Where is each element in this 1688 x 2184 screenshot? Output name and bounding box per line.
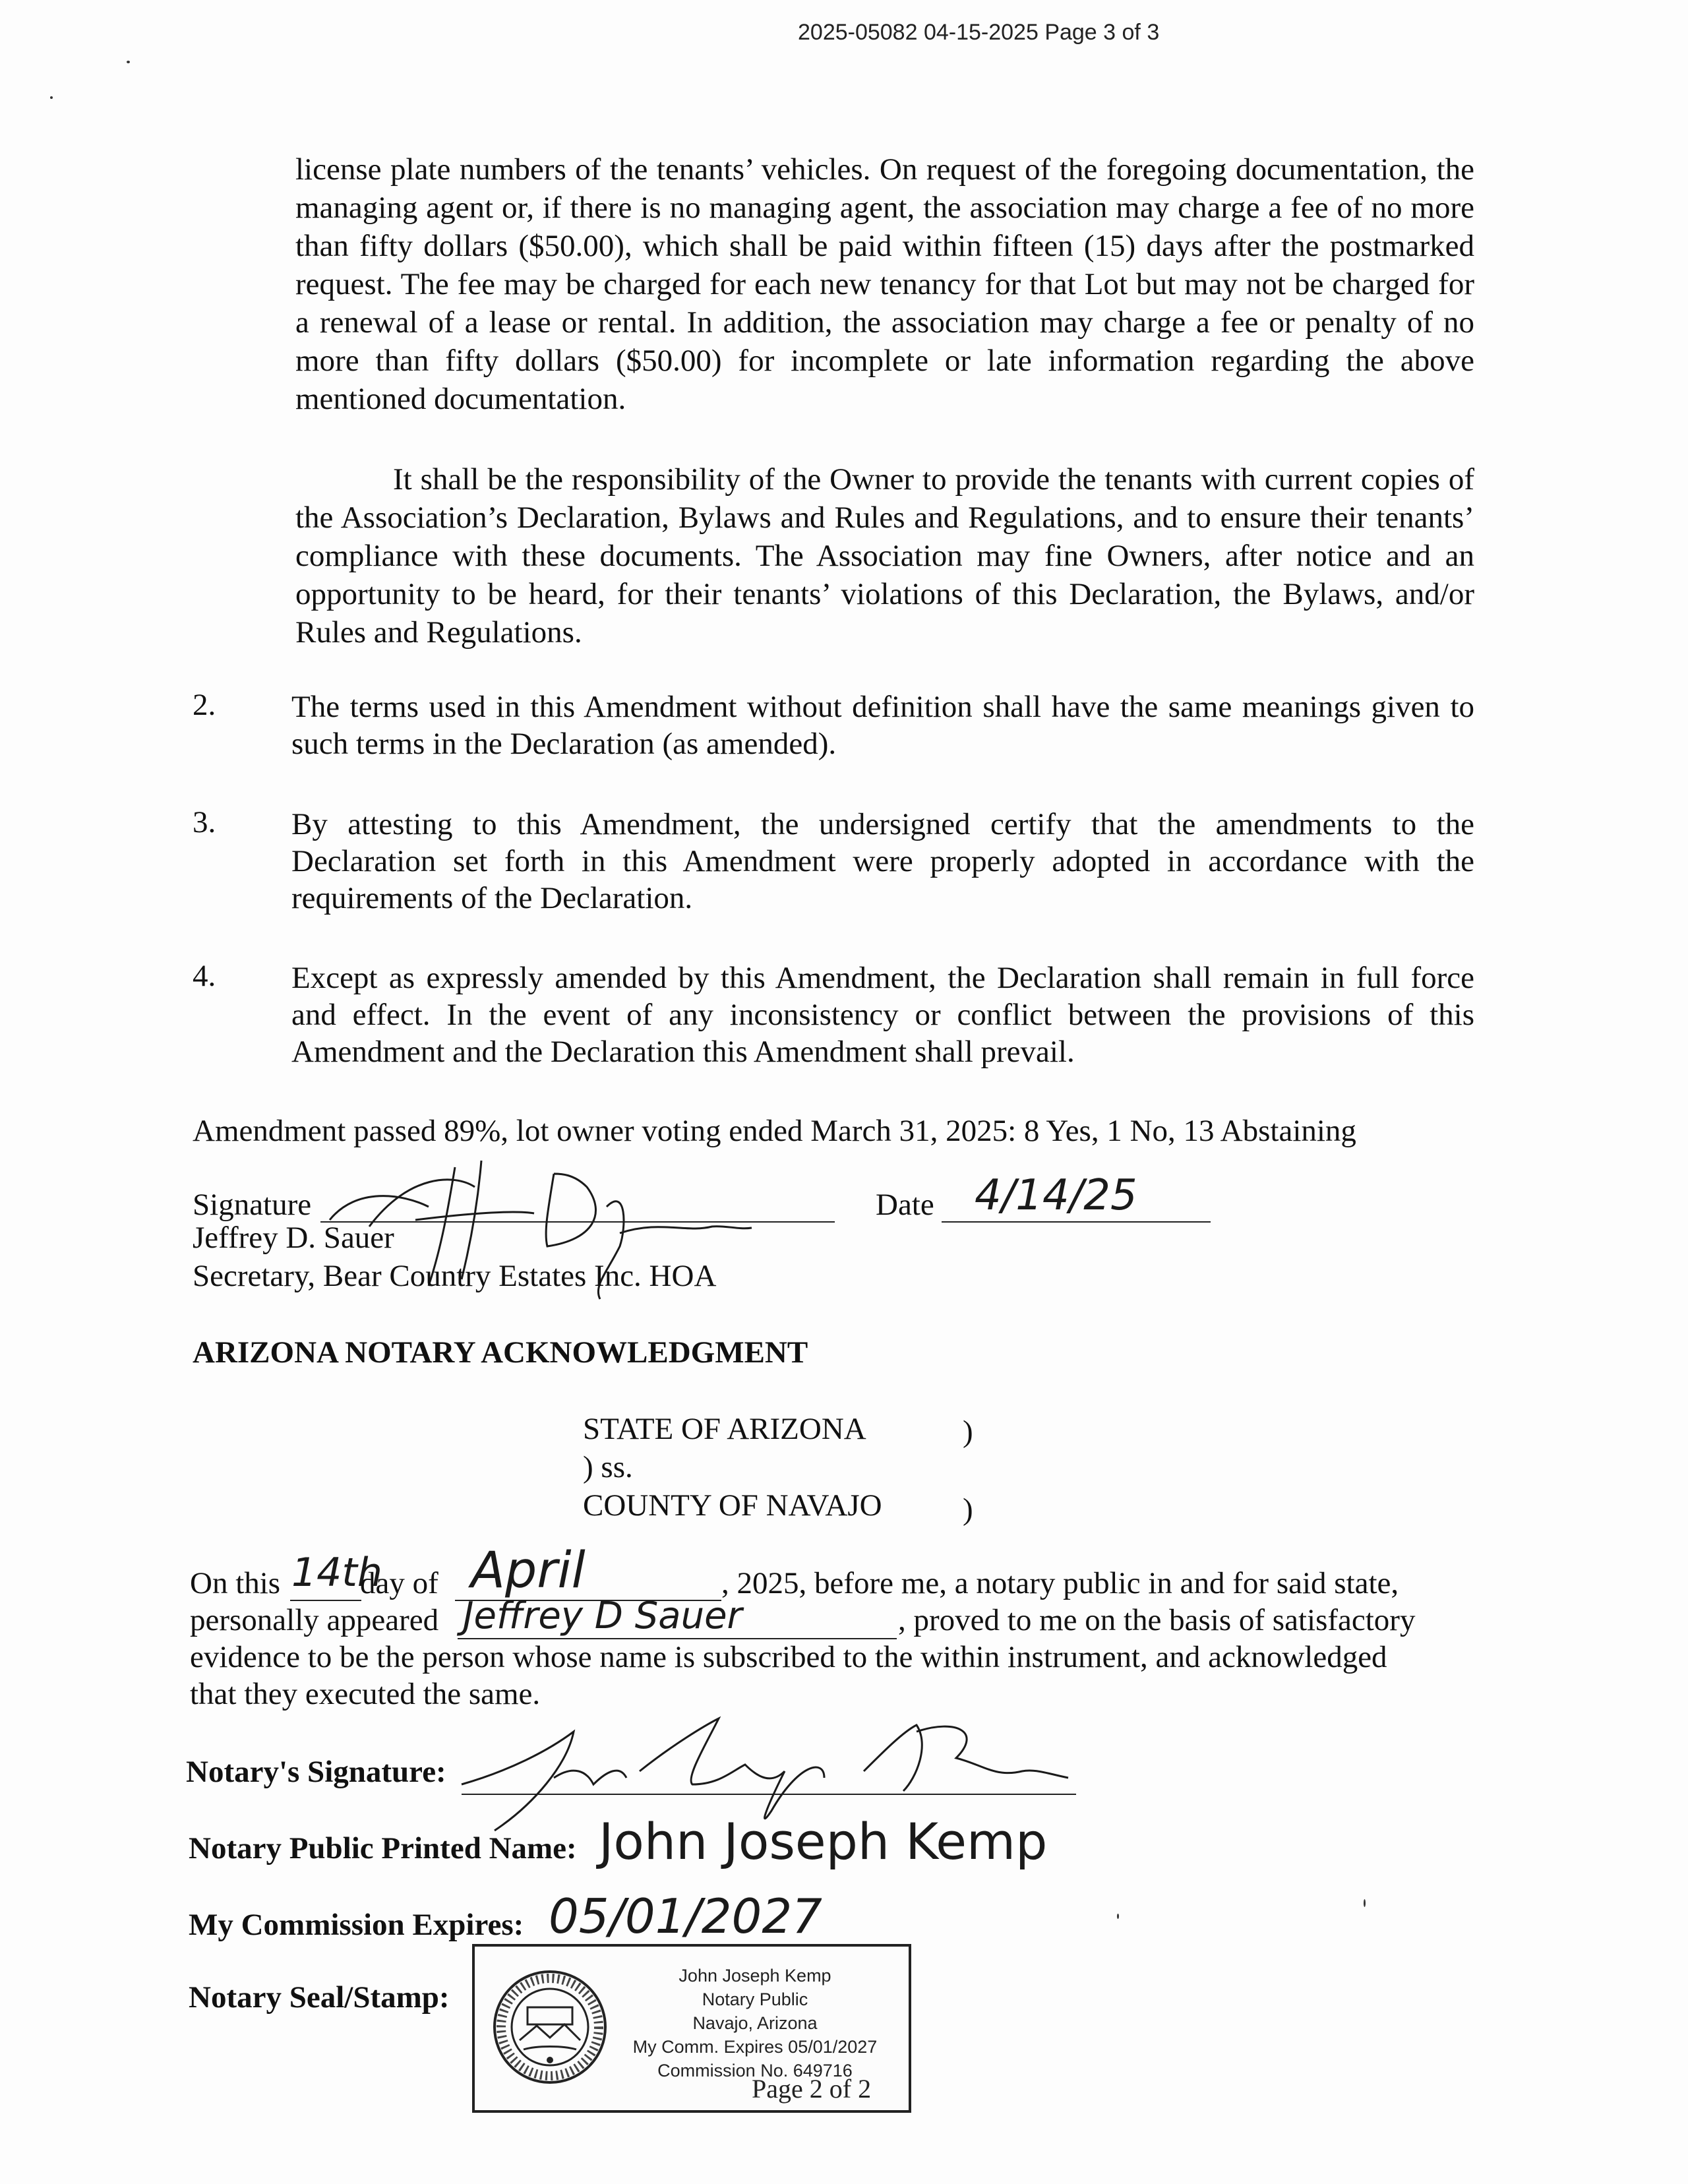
signature-date: 4/14/25 [975, 1171, 1137, 1220]
stamp-line: Notary Public [702, 1989, 808, 2009]
page-header: 2025-05082 04-15-2025 Page 3 of 3 [798, 20, 1160, 45]
signer-title: Secretary, Bear Country Estates Inc. HOA [193, 1259, 717, 1293]
paren: ) [963, 1492, 973, 1527]
printed-name-value: John Joseph Kemp [599, 1812, 1048, 1871]
ss-line: ) ss. [583, 1450, 633, 1484]
commission-label: My Commission Expires: [189, 1908, 524, 1942]
stamp-line: John Joseph Kemp [678, 1966, 831, 1986]
month-value: April [471, 1540, 586, 1599]
page-overlay-text: Page 2 of 2 [752, 2074, 872, 2104]
notary-heading: ARIZONA NOTARY ACKNOWLEDGMENT [193, 1335, 808, 1370]
appeared-value: Jeffrey D Sauer [463, 1594, 742, 1637]
commission-value: 05/01/2027 [549, 1889, 822, 1944]
item-text: By attesting to this Amendment, the undersigned certify that the amendments to the Declaration set forth in this Amendment were properly adopted in accordance with the requirements of the Declaration. [291, 807, 1474, 915]
vote-summary: Amendment passed 89%, lot owner voting ended March 31, 2025: 8 Yes, 1 No, 13 Abstaining [193, 1114, 1356, 1148]
signature-label: Signature [193, 1188, 312, 1222]
state-line: STATE OF ARIZONA [583, 1412, 866, 1446]
personally-appeared-text: personally appeared [190, 1603, 439, 1637]
signer-name: Jeffrey D. Sauer [193, 1221, 394, 1255]
item-text: Except as expressly amended by this Amendment, the Declaration shall remain in full force and effect. In the event of any inconsistency or conflict between the provisions of this Amendment and the Declaration this Amendment shall prevail. [291, 961, 1474, 1069]
stamp-line: Navajo, Arizona [692, 2013, 818, 2033]
year-text: , 2025, before me, a notary public in and for said state, [721, 1566, 1399, 1600]
item-number: 2. [193, 688, 216, 722]
date-line [942, 1221, 1211, 1223]
stamp-text [613, 1964, 897, 2082]
scan-speck [1364, 1899, 1366, 1907]
evidence-text: evidence to be the person whose name is subscribed to the within instrument, and acknowledged [190, 1640, 1387, 1674]
proved-text: , proved to me on the basis of satisfactory [898, 1603, 1416, 1637]
owner-responsibility-paragraph: It shall be the responsibility of the Owner to provide the tenants with current copies of the Association’s Declaration, Bylaws and Rules and Regulations, and to ensure their tenants’ compliance with these documents. The Association may fine Owners, after notice and an opportunity to be heard, for their tenants’ violations of this Declaration, the Bylaws, and/or Rules and Regulations. [295, 462, 1474, 650]
scan-speck [50, 96, 53, 99]
tenant-documentation-paragraph: license plate numbers of the tenants’ vehicles. On request of the foregoing documentation, the managing agent or, if there is no managing agent, the association may charge a fee of no more than fifty dollars ($50.00), which shall be paid within fifteen (15) days after the postmarked request. The fee may be charged for each new tenancy for that Lot but may not be charged for a renewal of a lease or rental. In addition, the association may charge a fee or penalty of no more than fifty dollars ($50.00) for incomplete or late information regarding the above mentioned documentation. [295, 152, 1474, 416]
day-line [290, 1600, 361, 1601]
item-number: 4. [193, 959, 216, 993]
scan-speck [127, 61, 130, 63]
item-text: The terms used in this Amendment without definition shall have the same meanings given to such terms in the Declaration (as amended). [291, 690, 1474, 761]
notary-stamp [472, 1944, 911, 2113]
day-value: 14th [291, 1550, 382, 1596]
printed-name-label: Notary Public Printed Name: [189, 1831, 577, 1866]
stamp-line: Commission No. 649716 [657, 2061, 853, 2080]
arizona-seal-icon [491, 1961, 609, 2093]
paren: ) [963, 1414, 973, 1449]
stamp-line: My Comm. Expires 05/01/2027 [632, 2037, 878, 2057]
county-line: COUNTY OF NAVAJO [583, 1488, 882, 1523]
seal-label: Notary Seal/Stamp: [189, 1980, 450, 2015]
item-number: 3. [193, 805, 216, 839]
executed-text: that they executed the same. [190, 1677, 541, 1711]
scan-speck [1117, 1914, 1119, 1919]
date-label: Date [876, 1188, 934, 1222]
notary-signature-label: Notary's Signature: [186, 1755, 446, 1789]
day-of-text: day of [360, 1566, 438, 1600]
on-this-text: On this [190, 1566, 281, 1600]
